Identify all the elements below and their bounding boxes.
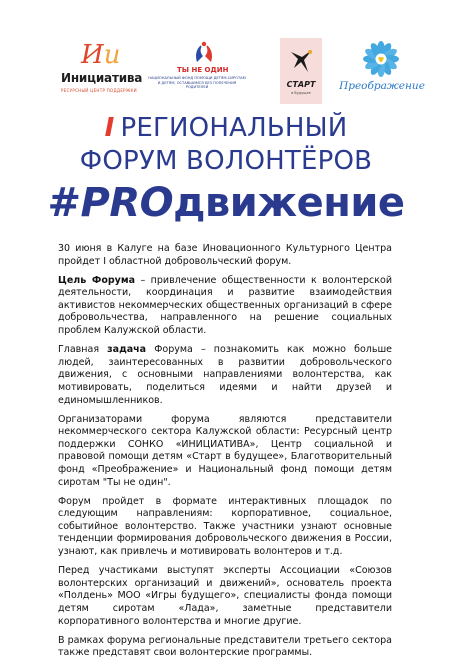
paragraph-goal <box>58 275 392 338</box>
running-figure-icon <box>288 48 316 74</box>
task-intro: Главная <box>58 344 108 356</box>
paragraph-speakers: Перед участиками выступят эксперты Ассоциации «Союзов волонтерских организаций и движений», основатель проекта «Полдень» МОО «Игры будущего», специалисты фонда помощи детям сиротам «Лада», заметные представители корпоративного волонтерства и многие другие. <box>58 565 392 627</box>
paragraph-format: Форум пройдет в формате интерактивных площадок по следующим направлениям: корпоративное, социальное, событийное волонтерство. Также участники узнают основные тенденции формирования добровольческого движения в России, узнают, как привлечь и мотивировать волонтеров и т.д. <box>58 495 392 558</box>
task-text: Форума – познакомить как можно больше людей, заинтересованных в развитии добровольческого движения, с основными направлениями волонтерства, как мотивировать, поделиться идеями и найти друзей и единомышленников. <box>58 344 392 406</box>
goal-label: Цель Форума <box>58 274 136 286</box>
body-text <box>58 243 392 666</box>
iniciativa-name: Инициатива <box>61 71 143 85</box>
title-regional: РЕГИОНАЛЬНЫЙ <box>120 113 348 143</box>
goal-text: – привлечение общественности к волонтерской деятельности, координация и развитие взаимодействия активистов некоммерческих общественных организаций в сфере добровольчества, направленного на решение социальных проблем Калужской области. <box>58 274 392 337</box>
title-line-1 <box>0 112 452 144</box>
title-hash: # <box>47 180 81 226</box>
logo-preobrazhenie <box>338 38 426 108</box>
paragraph-date: 30 июня в Калуге на базе Иновационного Культурного Центра пройдет I областной добровольческий форум. <box>58 243 392 267</box>
title-hashtag <box>0 180 452 226</box>
task-label: задача <box>107 344 147 356</box>
ty-ne-odin-name: ТЫ НЕ ОДИН <box>177 66 229 74</box>
preobrazhenie-name: Преображение <box>339 80 425 92</box>
ty-ne-odin-subtitle: НАЦИОНАЛЬНЫЙ ФОНД ПОМОЩИ ДЕТЯМ-СИРОТАМ И ДЕТЯМ, ОСТАВШИМСЯ БЕЗ ПОПЕЧЕНИЯ РОДИТЕЛЕЙ <box>148 76 246 89</box>
title-line-2: ФОРУМ ВОЛОНТЁРОВ <box>79 146 373 176</box>
paragraph-task <box>58 344 392 407</box>
logo-start <box>280 38 322 104</box>
hands-icon <box>191 40 217 64</box>
paragraph-programs: В рамках форума региональные представители третьего сектора также представят свои волонтерские программы. <box>58 634 392 659</box>
paragraph-organizers: Организаторами форума являются представители некоммерческого сектора Калужской области: Ресурсный центр поддержки СОНКО «ИНИЦИАТИВА», Центр социальной и правовой помощи детям «Старт в будущее», Благотворительный фонд «Преображение» и Национальный фонд помощи детям сиротам "Ты не один". <box>58 413 392 488</box>
logo-ty-ne-odin <box>147 38 247 108</box>
logo-iniciativa <box>55 38 145 108</box>
flower-icon <box>362 40 400 78</box>
start-subtitle: в будущее <box>291 91 311 95</box>
iniciativa-mark-icon: Ии <box>81 40 121 70</box>
partner-logos <box>55 38 425 108</box>
title-pro: PRO <box>80 180 174 226</box>
title-dvizhenie: движение <box>173 180 405 226</box>
iniciativa-subtitle: РЕСУРСНЫЙ ЦЕНТР ПОДДЕРЖКИ <box>61 88 137 93</box>
start-name: СТАРТ <box>286 80 316 89</box>
title-roman-numeral: I <box>104 113 115 143</box>
